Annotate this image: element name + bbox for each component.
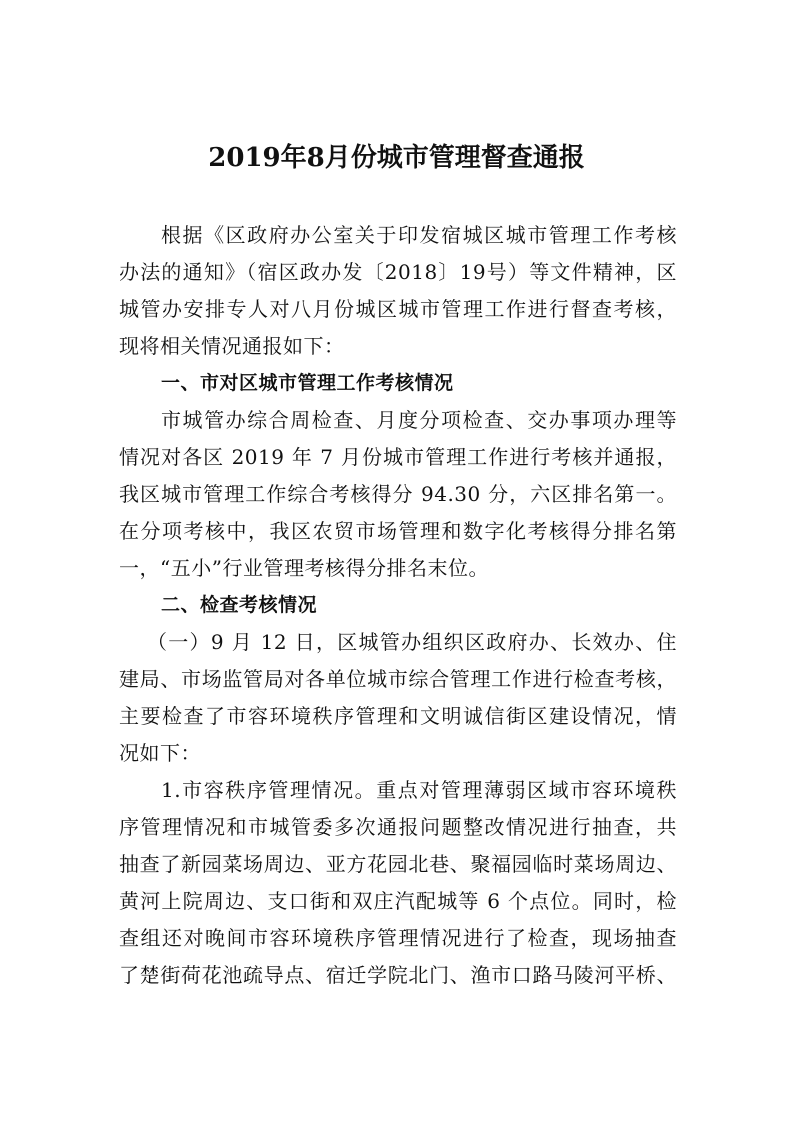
paragraph-line: 了楚街荷花池疏导点、宿迁学院北门、渔市口路马陵河平桥、 [119,963,677,987]
paragraph-line: 市城管办综合周检查、月度分项检查、交办事项办理等 [161,408,677,432]
paragraph-line: 况如下： [119,741,201,765]
paragraph-line: 根据《区政府办公室关于印发宿城区城市管理工作考核 [161,223,677,247]
section-heading: 一、市对区城市管理工作考核情况 [161,372,454,394]
paragraph-line: 城管办安排专人对八月份城区城市管理工作进行督查考核， [119,297,677,321]
paragraph-line: 抽查了新园菜场周边、亚方花园北巷、聚福园临时菜场周边、 [119,852,677,876]
paragraph-line: 现将相关情况通报如下： [119,334,345,358]
section-heading: 二、检查考核情况 [161,594,318,616]
paragraph-line: 情况对各区 2019 年 7 月份城市管理工作进行考核并通报， [119,445,677,469]
paragraph-line: 建局、市场监管局对各单位城市综合管理工作进行检查考核， [119,667,677,691]
document-body [119,217,677,994]
paragraph-line: 一，“五小”行业管理考核得分排名末位。 [119,556,489,580]
paragraph-line: 黄河上院周边、支口街和双庄汽配城等 6 个点位。同时，检 [119,889,677,913]
paragraph-line: （一）9 月 12 日，区城管办组织区政府办、长效办、住 [147,630,677,654]
paragraph-line: 我区城市管理工作综合考核得分 94.30 分，六区排名第一。 [119,482,677,506]
paragraph-line: 主要检查了市容环境秩序管理和文明诚信街区建设情况，情 [119,704,677,728]
paragraph-line: 查组还对晚间市容环境秩序管理情况进行了检查，现场抽查 [119,926,677,950]
paragraph-line: 1.市容秩序管理情况。重点对管理薄弱区域市容环境秩 [161,778,677,802]
document-title: 2019年8月份城市管理督查通报 [208,143,585,173]
paragraph-line: 办法的通知》（宿区政办发〔2018〕19号）等文件精神，区 [119,260,677,284]
paragraph-line: 序管理情况和市城管委多次通报问题整改情况进行抽查，共 [119,815,677,839]
paragraph-line: 在分项考核中，我区农贸市场管理和数字化考核得分排名第 [119,519,677,543]
